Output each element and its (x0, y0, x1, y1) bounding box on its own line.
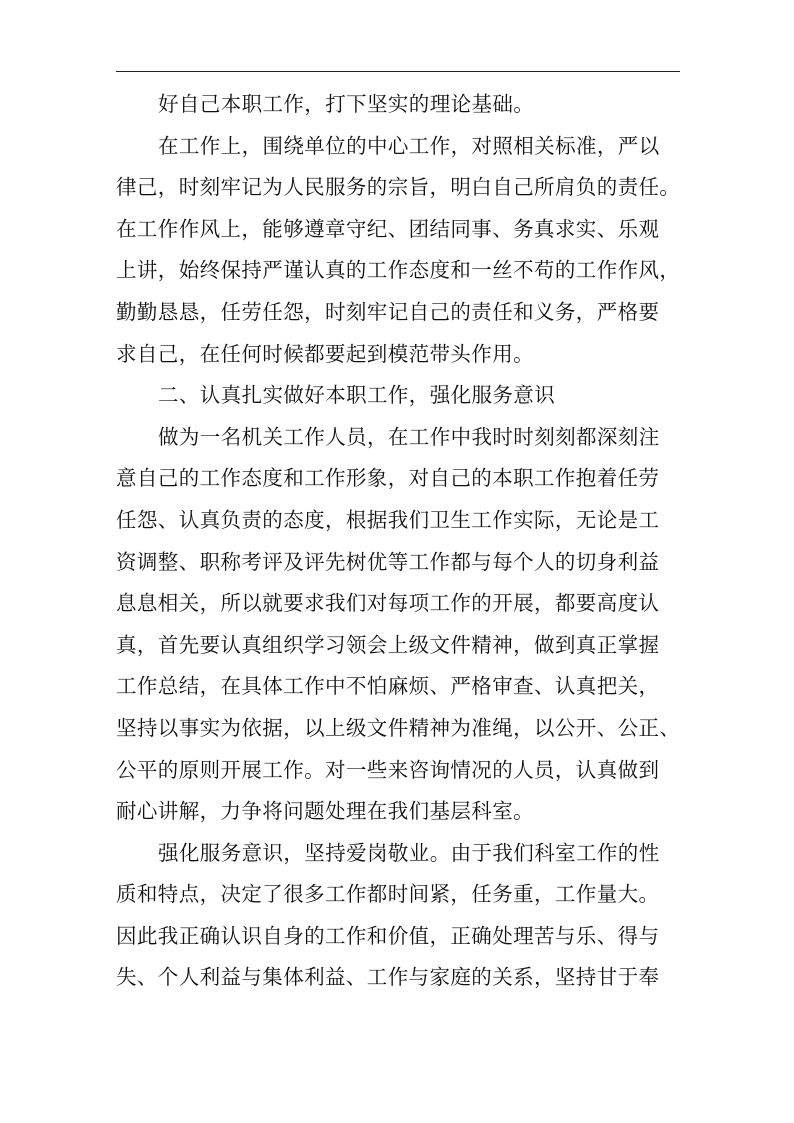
text-line: 求自己，在任何时候都要起到模范带头作用。 (116, 341, 534, 366)
text-line: 质和特点，决定了很多工作都时间紧，任务重，工作量大。 (116, 882, 660, 907)
text-line: 真，首先要认真组织学习领会上级文件精神，做到真正掌握 (116, 632, 660, 657)
text-line: 上讲，始终保持严谨认真的工作态度和一丝不苟的工作作风， (116, 258, 681, 283)
header-rule (116, 71, 680, 72)
text-line: 公平的原则开展工作。对一些来咨询情况的人员，认真做到 (116, 757, 660, 782)
text-line: 耐心讲解，力争将问题处理在我们基层科室。 (116, 799, 534, 824)
text-line: 失、个人利益与集体利益、工作与家庭的关系，坚持甘于奉 (116, 965, 660, 990)
section-heading: 二、认真扎实做好本职工作，强化服务意识 (158, 383, 556, 408)
text-line: 因此我正确认识自身的工作和价值，正确处理苦与乐、得与 (116, 923, 660, 948)
text-line: 资调整、职称考评及评先树优等工作都与每个人的切身利益 (116, 549, 660, 574)
text-line: 任怨、认真负责的态度，根据我们卫生工作实际，无论是工 (116, 507, 660, 532)
text-line: 好自己本职工作，打下坚实的理论基础。 (158, 92, 535, 116)
text-line: 意自己的工作态度和工作形象，对自己的本职工作抱着任劳 (116, 466, 660, 491)
text-line: 在工作上，围绕单位的中心工作，对照相关标准，严以 (158, 133, 660, 158)
text-line: 强化服务意识，坚持爱岗敬业。由于我们科室工作的性 (158, 840, 660, 865)
text-line: 坚持以事实为依据，以上级文件精神为准绳，以公开、公正、 (116, 715, 681, 740)
document-body (116, 84, 682, 999)
text-line: 勤勤恳恳，任劳任怨，时刻牢记自己的责任和义务，严格要 (116, 299, 660, 324)
text-line: 工作总结，在具体工作中不怕麻烦、严格审查、认真把关， (116, 674, 660, 699)
text-line: 息息相关，所以就要求我们对每项工作的开展，都要高度认 (116, 591, 660, 616)
text-line: 做为一名机关工作人员，在工作中我时时刻刻都深刻注 (158, 424, 660, 449)
text-line: 在工作作风上，能够遵章守纪、团结同事、务真求实、乐观 (116, 216, 660, 241)
text-line: 律己，时刻牢记为人民服务的宗旨，明白自己所肩负的责任。 (116, 175, 681, 200)
